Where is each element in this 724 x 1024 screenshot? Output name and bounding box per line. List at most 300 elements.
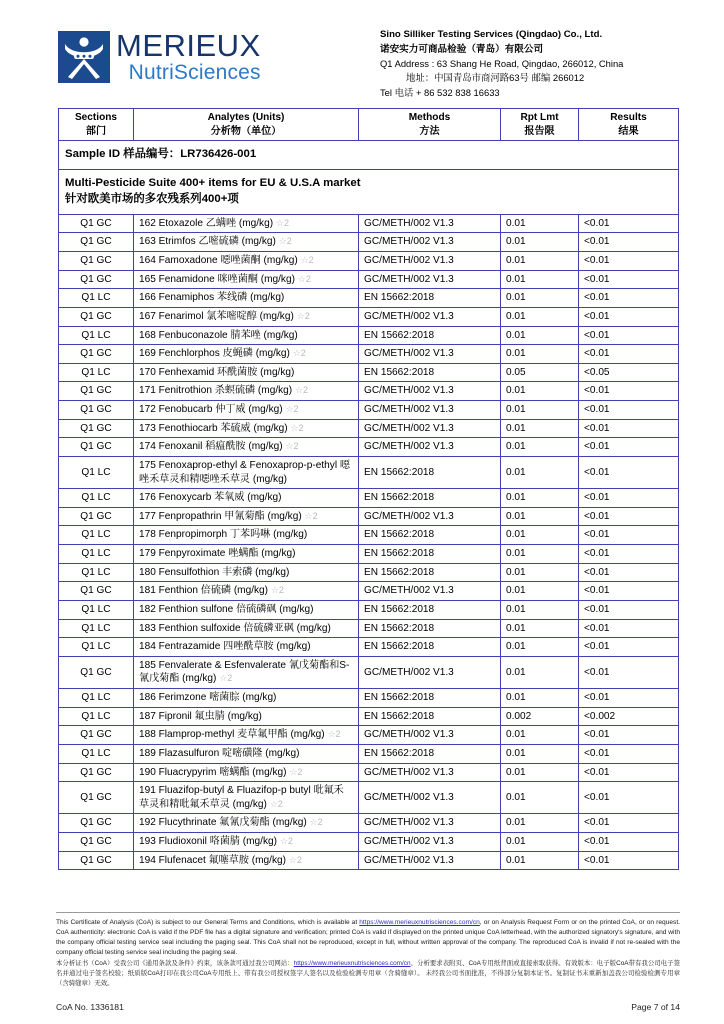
analyte-star-marker: ☆2 [285, 441, 299, 452]
cell-method: EN 15662:2018 [359, 689, 501, 708]
cell-result: <0.01 [579, 289, 679, 308]
cell-rpt-lmt: 0.01 [501, 763, 579, 782]
analyte-name: 179 Fenpyroximate 唑螨酯 (mg/kg) [139, 548, 296, 560]
analyte-name: 175 Fenoxaprop-ethyl & Fenoxaprop-p-ethyl 噁唑禾草灵和精噁唑禾草灵 (mg/kg) [139, 459, 350, 485]
cell-result: <0.01 [579, 307, 679, 326]
cell-rpt-lmt: 0.01 [501, 438, 579, 457]
company-name-cn: 诺安实力可商品检验（青岛）有限公司 [380, 43, 544, 55]
cell-analyte [134, 214, 359, 233]
cell-method: GC/METH/002 V1.3 [359, 507, 501, 526]
sample-id-banner: Sample ID 样品编号：LR736426-001 [59, 141, 679, 170]
cell-analyte [134, 456, 359, 488]
analyte-name: 190 Fluacrypyrim 嘧螨酯 (mg/kg) [139, 766, 287, 778]
cell-method: EN 15662:2018 [359, 326, 501, 345]
footer-bottom-bar [56, 1002, 680, 1012]
analyte-star-marker: ☆2 [279, 836, 293, 847]
analyte-star-marker: ☆2 [300, 255, 314, 266]
cell-rpt-lmt: 0.01 [501, 563, 579, 582]
analyte-name: 163 Etrimfos 乙嘧硫磷 (mg/kg) [139, 236, 276, 248]
table-header [59, 109, 679, 141]
cell-section: Q1 GC [59, 851, 134, 870]
cell-section: Q1 LC [59, 600, 134, 619]
cell-analyte [134, 526, 359, 545]
cell-rpt-lmt: 0.01 [501, 233, 579, 252]
footer-terms-cn-part1: 本分析证书（CoA）受我公司《通用条款及条件》约束，该条款可通过我公司网站： [56, 960, 294, 968]
analytes-results-table [58, 108, 679, 870]
cell-section: Q1 LC [59, 289, 134, 308]
cell-rpt-lmt: 0.01 [501, 582, 579, 601]
analyte-star-marker: ☆2 [309, 817, 323, 828]
cell-method: GC/METH/002 V1.3 [359, 814, 501, 833]
analyte-name: 183 Fenthion sulfoxide 倍硫磷亚砜 (mg/kg) [139, 622, 331, 634]
cell-result: <0.01 [579, 656, 679, 688]
cell-analyte [134, 326, 359, 345]
cell-section: Q1 GC [59, 382, 134, 401]
table-row [59, 401, 679, 420]
column-header-results-en: Results [610, 112, 647, 123]
footer-terms-link-en[interactable]: https://www.merieuxnutrisciences.com/cn [359, 919, 480, 927]
cell-result: <0.01 [579, 638, 679, 657]
cell-section: Q1 LC [59, 707, 134, 726]
cell-analyte [134, 619, 359, 638]
analyte-name: 170 Fenhexamid 环酰菌胺 (mg/kg) [139, 366, 295, 378]
cell-section: Q1 LC [59, 489, 134, 508]
table-row [59, 419, 679, 438]
cell-result: <0.01 [579, 526, 679, 545]
cell-rpt-lmt: 0.002 [501, 707, 579, 726]
cell-section: Q1 GC [59, 419, 134, 438]
cell-section: Q1 LC [59, 744, 134, 763]
analyte-star-marker: ☆2 [290, 422, 304, 433]
table-row [59, 214, 679, 233]
coa-number: CoA No. 1336181 [56, 1002, 124, 1012]
column-header-results [579, 109, 679, 141]
analyte-name: 166 Fenamiphos 苯线磷 (mg/kg) [139, 292, 285, 304]
cell-section: Q1 GC [59, 814, 134, 833]
analyte-star-marker: ☆2 [219, 673, 233, 684]
analyte-name: 180 Fensulfothion 丰索磷 (mg/kg) [139, 566, 290, 578]
cell-rpt-lmt: 0.05 [501, 363, 579, 382]
analyte-star-marker: ☆2 [294, 385, 309, 396]
cell-rpt-lmt: 0.01 [501, 326, 579, 345]
cell-analyte [134, 438, 359, 457]
cell-rpt-lmt: 0.01 [501, 401, 579, 420]
cell-rpt-lmt: 0.01 [501, 782, 579, 814]
table-row [59, 363, 679, 382]
lab-contact-block [358, 22, 684, 100]
cell-method: GC/METH/002 V1.3 [359, 382, 501, 401]
cell-method: EN 15662:2018 [359, 289, 501, 308]
cell-analyte [134, 289, 359, 308]
cell-result: <0.01 [579, 214, 679, 233]
cell-section: Q1 GC [59, 833, 134, 852]
footer-terms-cn [56, 959, 680, 989]
analyte-name: 186 Ferimzone 嘧菌腙 (mg/kg) [139, 692, 277, 704]
analyte-star-marker: ☆2 [327, 729, 341, 740]
cell-analyte [134, 363, 359, 382]
cell-section: Q1 LC [59, 689, 134, 708]
table-row [59, 726, 679, 745]
cell-analyte [134, 345, 359, 364]
analyte-name: 177 Fenpropathrin 甲氰菊酯 (mg/kg) [139, 510, 302, 522]
cell-method: EN 15662:2018 [359, 363, 501, 382]
cell-section: Q1 GC [59, 763, 134, 782]
cell-result: <0.01 [579, 419, 679, 438]
cell-analyte [134, 763, 359, 782]
cell-result: <0.01 [579, 726, 679, 745]
footer-terms-en-part1: This Certificate of Analysis (CoA) is subject to our General Terms and Conditions, which is available at [56, 919, 360, 927]
table-body [59, 141, 679, 870]
cell-rpt-lmt: 0.01 [501, 638, 579, 657]
cell-analyte [134, 233, 359, 252]
cell-section: Q1 GC [59, 252, 134, 271]
table-row [59, 744, 679, 763]
cell-analyte [134, 419, 359, 438]
table-row [59, 582, 679, 601]
column-header-methods [359, 109, 501, 141]
cell-rpt-lmt: 0.01 [501, 214, 579, 233]
table-row [59, 833, 679, 852]
suite-banner-line1: Multi-Pesticide Suite 400+ items for EU & U.S.A market [65, 176, 361, 189]
analyte-name: 184 Fentrazamide 四唑酰草胺 (mg/kg) [139, 641, 311, 653]
cell-result: <0.01 [579, 345, 679, 364]
cell-section: Q1 LC [59, 619, 134, 638]
analyte-name: 174 Fenoxanil 稻瘟酰胺 (mg/kg) [139, 441, 283, 453]
column-header-rpt-lmt-cn: 报告限 [524, 125, 555, 137]
footer-divider [56, 912, 680, 913]
cell-rpt-lmt: 0.01 [501, 307, 579, 326]
table-row [59, 619, 679, 638]
column-header-methods-en: Methods [408, 112, 451, 123]
cell-section: Q1 LC [59, 456, 134, 488]
cell-rpt-lmt: 0.01 [501, 382, 579, 401]
cell-method: EN 15662:2018 [359, 707, 501, 726]
analyte-name: 193 Fludioxonil 咯菌腈 (mg/kg) [139, 836, 277, 848]
table-row [59, 507, 679, 526]
analyte-name: 189 Flazasulfuron 啶嘧磺隆 (mg/kg) [139, 747, 300, 759]
cell-result: <0.01 [579, 582, 679, 601]
analyte-name: 172 Fenobucarb 仲丁威 (mg/kg) [139, 404, 283, 416]
cell-rpt-lmt: 0.01 [501, 270, 579, 289]
cell-result: <0.01 [579, 833, 679, 852]
company-address-en: Q1 Address : 63 Shang He Road, Qingdao, 266012, China [380, 58, 624, 70]
analyte-name: 171 Fenitrothion 杀螟硫磷 (mg/kg) [139, 385, 293, 397]
suite-banner-line2: 针对欧美市场的多农残系列400+项 [65, 193, 239, 206]
cell-result: <0.01 [579, 401, 679, 420]
merieux-figure-icon [58, 31, 110, 83]
cell-result: <0.01 [579, 545, 679, 564]
cell-analyte [134, 814, 359, 833]
analyte-name: 164 Famoxadone 噁唑菌酮 (mg/kg) [139, 255, 298, 267]
cell-analyte [134, 833, 359, 852]
analyte-name: 188 Flamprop-methyl 麦草氟甲酯 (mg/kg) [139, 729, 325, 741]
cell-method: GC/METH/002 V1.3 [359, 233, 501, 252]
cell-method: GC/METH/002 V1.3 [359, 763, 501, 782]
table-row [59, 638, 679, 657]
company-name-en: Sino Silliker Testing Services (Qingdao) Co., Ltd. [380, 29, 603, 40]
analyte-name: 191 Fluazifop-butyl & Fluazifop-p butyl 吡氟禾草灵和精吡氟禾草灵 (mg/kg) [139, 785, 344, 810]
cell-result: <0.01 [579, 851, 679, 870]
analyte-name: 162 Etoxazole 乙螨唑 (mg/kg) [139, 217, 274, 229]
cell-section: Q1 LC [59, 526, 134, 545]
table-row [59, 438, 679, 457]
cell-analyte [134, 851, 359, 870]
analyte-name: 185 Fenvalerate & Esfenvalerate 氰戊菊酯和S-氰戊菊酯 (mg/kg) [139, 659, 350, 685]
column-header-analytes-cn: 分析物（单位） [210, 125, 282, 137]
cell-section: Q1 GC [59, 726, 134, 745]
cell-result: <0.01 [579, 326, 679, 345]
cell-method: GC/METH/002 V1.3 [359, 851, 501, 870]
table-row [59, 456, 679, 488]
table-row [59, 326, 679, 345]
table-row [59, 851, 679, 870]
cell-analyte [134, 707, 359, 726]
cell-analyte [134, 782, 359, 814]
cell-method: GC/METH/002 V1.3 [359, 345, 501, 364]
table-header-row [59, 109, 679, 141]
cell-method: EN 15662:2018 [359, 456, 501, 488]
column-header-analytes-en: Analytes (Units) [207, 112, 285, 123]
column-header-sections [59, 109, 134, 141]
cell-rpt-lmt: 0.01 [501, 526, 579, 545]
analyte-star-marker: ☆2 [278, 236, 292, 247]
cell-result: <0.01 [579, 233, 679, 252]
cell-method: EN 15662:2018 [359, 545, 501, 564]
cell-result: <0.01 [579, 600, 679, 619]
cell-analyte [134, 307, 359, 326]
cell-result: <0.002 [579, 707, 679, 726]
cell-analyte [134, 689, 359, 708]
cell-section: Q1 GC [59, 782, 134, 814]
cell-result: <0.01 [579, 438, 679, 457]
company-logo [58, 22, 358, 83]
analyte-star-marker: ☆2 [285, 404, 299, 415]
cell-method: EN 15662:2018 [359, 489, 501, 508]
column-header-analytes [134, 109, 359, 141]
cell-section: Q1 GC [59, 656, 134, 688]
cell-result: <0.01 [579, 382, 679, 401]
cell-section: Q1 LC [59, 563, 134, 582]
cell-method: EN 15662:2018 [359, 619, 501, 638]
cell-analyte [134, 382, 359, 401]
cell-section: Q1 LC [59, 326, 134, 345]
column-header-sections-cn: 部门 [85, 125, 107, 137]
column-header-results-cn: 结果 [618, 125, 639, 137]
cell-result: <0.01 [579, 814, 679, 833]
analyte-star-marker: ☆2 [292, 348, 306, 359]
analyte-name: 187 Fipronil 氟虫腈 (mg/kg) [139, 710, 262, 722]
cell-analyte [134, 726, 359, 745]
results-table-container [0, 108, 724, 870]
cell-rpt-lmt: 0.01 [501, 419, 579, 438]
cell-rpt-lmt: 0.01 [501, 456, 579, 488]
cell-method: EN 15662:2018 [359, 638, 501, 657]
analyte-name: 194 Flufenacet 氟噻草胺 (mg/kg) [139, 854, 286, 866]
cell-result: <0.01 [579, 270, 679, 289]
footer-terms-cn-part2: 、分析要求表附页、CoA专用纸背面或直接索取获得。有效版本：电子版CoA带有我公司电子签名并通过电子签名校验；纸质版CoA打印在我公司CoA专用纸上、带有我公司授权签字人签名以及检验检测专用章（含骑缝章）。 未经我公司书面批准，不得部分复制本证书。复制证书末重新加盖我公司检验检测专用章（含骑缝章）无效。 [56, 960, 680, 988]
company-telephone: Tel 电话 + 86 532 838 16633 [380, 86, 500, 98]
cell-section: Q1 GC [59, 401, 134, 420]
analyte-name: 173 Fenothiocarb 苯硫威 (mg/kg) [139, 422, 288, 434]
table-row [59, 489, 679, 508]
sample-id-banner-row [59, 141, 679, 170]
cell-result: <0.01 [579, 782, 679, 814]
cell-analyte [134, 252, 359, 271]
analyte-name: 169 Fenchlorphos 皮蝇磷 (mg/kg) [139, 348, 290, 360]
cell-method: GC/METH/002 V1.3 [359, 726, 501, 745]
table-row [59, 289, 679, 308]
column-header-sections-en: Sections [74, 112, 118, 123]
cell-analyte [134, 270, 359, 289]
analyte-star-marker: ☆2 [296, 310, 310, 321]
logo-wordmark-secondary: NutriSciences [128, 61, 261, 84]
cell-method: GC/METH/002 V1.3 [359, 252, 501, 271]
cell-rpt-lmt: 0.01 [501, 689, 579, 708]
table-row [59, 526, 679, 545]
table-row [59, 252, 679, 271]
cell-section: Q1 GC [59, 507, 134, 526]
cell-rpt-lmt: 0.01 [501, 656, 579, 688]
logo-wordmark-primary: MERIEUX [116, 28, 261, 63]
table-row [59, 563, 679, 582]
column-header-rpt-lmt-en: Rpt Lmt [520, 112, 559, 123]
company-address-cn: 地址：中国青岛市商河路63号 邮编 266012 [406, 72, 585, 84]
table-row [59, 689, 679, 708]
cell-method: GC/METH/002 V1.3 [359, 582, 501, 601]
cell-result: <0.01 [579, 456, 679, 488]
cell-rpt-lmt: 0.01 [501, 489, 579, 508]
footer-terms-link-cn[interactable]: https://www.merieuxnutrisciences.com/cn [293, 960, 411, 968]
cell-analyte [134, 507, 359, 526]
cell-method: EN 15662:2018 [359, 563, 501, 582]
cell-rpt-lmt: 0.01 [501, 851, 579, 870]
cell-rpt-lmt: 0.01 [501, 744, 579, 763]
cell-section: Q1 LC [59, 545, 134, 564]
suite-banner [59, 169, 679, 214]
cell-section: Q1 GC [59, 438, 134, 457]
analyte-star-marker: ☆2 [304, 510, 318, 521]
cell-rpt-lmt: 0.01 [501, 507, 579, 526]
cell-rpt-lmt: 0.01 [501, 814, 579, 833]
cell-method: GC/METH/002 V1.3 [359, 419, 501, 438]
analyte-name: 192 Flucythrinate 氟氰戊菊酯 (mg/kg) [139, 817, 307, 829]
cell-method: EN 15662:2018 [359, 526, 501, 545]
cell-result: <0.01 [579, 507, 679, 526]
table-row [59, 545, 679, 564]
suite-banner-row [59, 169, 679, 214]
table-row [59, 814, 679, 833]
cell-analyte [134, 744, 359, 763]
cell-method: GC/METH/002 V1.3 [359, 270, 501, 289]
cell-result: <0.01 [579, 563, 679, 582]
table-row [59, 600, 679, 619]
cell-method: EN 15662:2018 [359, 744, 501, 763]
cell-rpt-lmt: 0.01 [501, 252, 579, 271]
cell-section: Q1 LC [59, 363, 134, 382]
cell-section: Q1 GC [59, 214, 134, 233]
cell-analyte [134, 600, 359, 619]
cell-analyte [134, 638, 359, 657]
cell-result: <0.01 [579, 252, 679, 271]
cell-method: GC/METH/002 V1.3 [359, 782, 501, 814]
cell-result: <0.01 [579, 763, 679, 782]
analyte-name: 165 Fenamidone 咪唑菌酮 (mg/kg) [139, 273, 295, 285]
cell-method: GC/METH/002 V1.3 [359, 307, 501, 326]
footer-terms-en-part2: , or on Analysis Request Form or on the printed CoA, or on request. CoA authenticity: electronic CoA is valid if the PDF file has a digital signature and verification; printed CoA is valid if displayed on the printed unique CoA letterhead, with the authorized signatory's signature, and with the company official testing service seal including the paging seal. This CoA shall not be reproduced, except in full, without written approval of the company. The reproduced CoA is invalid if not re-sealed with the company official testing service seal including the paging seal. [56, 919, 680, 957]
cell-rpt-lmt: 0.01 [501, 619, 579, 638]
cell-rpt-lmt: 0.01 [501, 289, 579, 308]
cell-rpt-lmt: 0.01 [501, 833, 579, 852]
analyte-name: 176 Fenoxycarb 苯氧威 (mg/kg) [139, 492, 282, 504]
cell-analyte [134, 656, 359, 688]
analyte-star-marker: ☆2 [288, 854, 302, 865]
analyte-name: 181 Fenthion 倍硫磷 (mg/kg) [139, 585, 269, 597]
page-number: Page 7 of 14 [631, 1002, 680, 1012]
table-row [59, 707, 679, 726]
table-row [59, 656, 679, 688]
column-header-rpt-lmt [501, 109, 579, 141]
cell-result: <0.05 [579, 363, 679, 382]
cell-analyte [134, 489, 359, 508]
table-row [59, 233, 679, 252]
analyte-name: 182 Fenthion sulfone 倍硫磷砜 (mg/kg) [139, 603, 314, 615]
cell-method: EN 15662:2018 [359, 600, 501, 619]
cell-rpt-lmt: 0.01 [501, 545, 579, 564]
cell-section: Q1 GC [59, 270, 134, 289]
cell-rpt-lmt: 0.01 [501, 600, 579, 619]
cell-section: Q1 LC [59, 638, 134, 657]
cell-section: Q1 GC [59, 233, 134, 252]
analyte-name: 167 Fenarimol 氯苯嘧啶醇 (mg/kg) [139, 310, 294, 322]
table-row [59, 307, 679, 326]
cell-analyte [134, 545, 359, 564]
analyte-star-marker: ☆2 [275, 217, 289, 228]
footer-terms-en [56, 918, 680, 958]
cell-rpt-lmt: 0.01 [501, 726, 579, 745]
table-row [59, 763, 679, 782]
analyte-name: 178 Fenpropimorph 丁苯吗啉 (mg/kg) [139, 529, 308, 541]
table-row [59, 382, 679, 401]
cell-method: GC/METH/002 V1.3 [359, 438, 501, 457]
cell-analyte [134, 401, 359, 420]
analyte-star-marker: ☆2 [270, 585, 284, 596]
cell-result: <0.01 [579, 619, 679, 638]
table-row [59, 345, 679, 364]
cell-analyte [134, 563, 359, 582]
table-row [59, 270, 679, 289]
cell-analyte [134, 582, 359, 601]
cell-result: <0.01 [579, 689, 679, 708]
cell-rpt-lmt: 0.01 [501, 345, 579, 364]
analyte-star-marker: ☆2 [297, 273, 311, 284]
cell-section: Q1 GC [59, 307, 134, 326]
column-header-methods-cn: 方法 [419, 125, 440, 137]
analyte-star-marker: ☆2 [289, 766, 303, 777]
table-row [59, 782, 679, 814]
cell-method: GC/METH/002 V1.3 [359, 214, 501, 233]
cell-method: GC/METH/002 V1.3 [359, 833, 501, 852]
cell-result: <0.01 [579, 744, 679, 763]
cell-method: GC/METH/002 V1.3 [359, 656, 501, 688]
page-footer [0, 912, 724, 1024]
cell-method: GC/METH/002 V1.3 [359, 401, 501, 420]
page-header [0, 0, 724, 108]
cell-section: Q1 GC [59, 345, 134, 364]
cell-section: Q1 GC [59, 582, 134, 601]
analyte-star-marker: ☆2 [269, 798, 283, 809]
cell-result: <0.01 [579, 489, 679, 508]
analyte-name: 168 Fenbuconazole 腈苯唑 (mg/kg) [139, 329, 298, 341]
